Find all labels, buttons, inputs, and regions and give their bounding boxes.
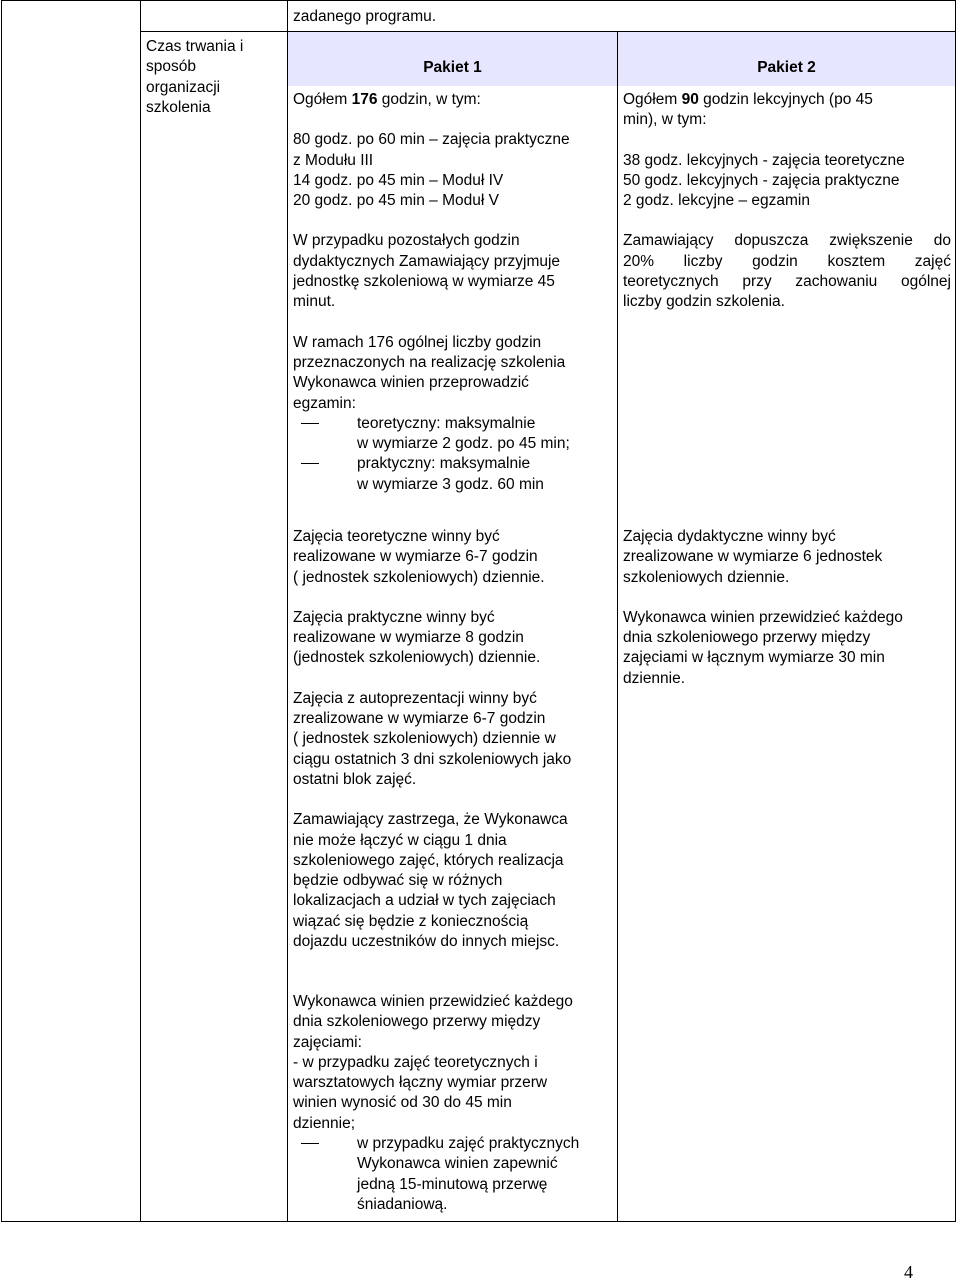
intro-line: zadanego programu.	[293, 8, 437, 25]
pakiet2-daily-content: Zajęcia dydaktyczne winny być zrealizowane w wymiarze 6 jednostek szkoleniowych dziennie. Wykonawca winien przewidzieć każdego dnia szkoleniowego przerwy między zajęciami w łącznym wymiarze 30 min dziennie.	[623, 527, 951, 689]
table-bottom-border	[1, 1221, 956, 1222]
exam-item-theory: teoretyczny: maksymalnie	[357, 414, 536, 432]
pakiet2-item: 38 godz. lekcyjnych - zajęcia teoretyczne	[623, 151, 905, 169]
pakiet1-total: Ogółem 176 godzin, w tym:	[293, 91, 481, 108]
exam-intro-text: W ramach 176 ogólnej liczby godzin	[293, 333, 542, 351]
table-right-border	[955, 0, 956, 1222]
pakiet2-item: 50 godz. lekcyjnych - zajęcia praktyczne	[623, 171, 900, 189]
column-divider-1	[140, 0, 141, 1222]
column-divider-2	[287, 0, 288, 1222]
increase-text: Zamawiający dopuszcza zwiększenie do	[623, 232, 951, 250]
module-line: 80 godz. po 60 min – zajęcia praktyczne	[293, 131, 570, 149]
pakiet1-content: Ogółem 176 godzin, w tym: 80 godz. po 60 min – zajęcia praktyczne z Modułu III 14 godz. po 45 min – Moduł IV 20 godz. po 45 min – Moduł V W przypadku pozostałych godzin dydaktycznych Zamawiający przyjmuje jednostkę szkoleniową w wymiarze 45 minut. W ramach 176 ogólnej liczby godzin przeznaczonych na realizację szkolenia Wykonawca winien przeprowadzić egzamin: teoretyczny: maksymalnie w wymiarze 2 godz. po 45 min; praktyczny: maksymalnie w wymiarze 3 godz. 60 min	[293, 90, 613, 495]
pakiet1-daily-content: Zajęcia teoretyczne winny być realizowane w wymiarze 6-7 godzin ( jednostek szkoleniowych) dziennie. Zajęcia praktyczne winny być realizowane w wymiarze 8 godzin (jednostek szkoleniowych) dziennie. Zajęcia z autoprezentacji winny być zrealizowane w wymiarze 6-7 godzin ( jednostek szkoleniowych) dziennie w ciągu ostatnich 3 dni szkoleniowych jako ostatni blok zajęć. Zamawiający zastrzega, że Wykonawca nie może łączyć w ciągu 1 dnia szkoleniowego zajęć, których realizacja będzie odbywać się w różnych lokalizacjach a udział w tych zajęciach wiązać się będzie z koniecznością dojazdu uczestników do innych miejsc.	[293, 527, 613, 952]
selfpres-daily-text: Zajęcia z autoprezentacji winny być	[293, 689, 537, 707]
pakiet1-breaks-content: Wykonawca winien przewidzieć każdego dnia szkoleniowego przerwy między zajęciami: - w przypadku zajęć teoretycznych i warsztatowych łączny wymiar przerw winien wynosić od 30 do 45 min dziennie; w przypadku zajęć praktycznych Wykonawca winien zapewnić jedną 15-minutową przerwę śniadaniową.	[293, 992, 613, 1215]
pakiet2-breaks-text: Wykonawca winien przewidzieć każdego	[623, 608, 903, 626]
module-line: 14 godz. po 45 min – Moduł IV	[293, 171, 504, 189]
column-divider-3	[617, 31, 618, 1222]
pakiet2-daily-text: Zajęcia dydaktyczne winny być	[623, 528, 836, 545]
practice-daily-text: Zajęcia praktyczne winny być	[293, 608, 495, 626]
row-label: Czas trwania i sposób organizacji szkolenia	[146, 38, 244, 116]
pakiet1-title: Pakiet 1	[423, 59, 482, 76]
pakiet2-total: Ogółem 90 godzin lekcyjnych (po 45	[623, 91, 873, 108]
page-number: 4	[904, 1262, 913, 1282]
theory-daily-text: Zajęcia teoretyczne winny być	[293, 528, 500, 545]
breaks-item-practice: w przypadku zajęć praktycznych	[357, 1135, 580, 1153]
pakiet2-title: Pakiet 2	[757, 59, 816, 76]
exam-item-practice: praktyczny: maksymalnie	[357, 455, 531, 473]
pakiet2-item: 2 godz. lekcyjne – egzamin	[623, 192, 810, 210]
table-top-border	[1, 0, 956, 1]
remaining-hours-text: W przypadku pozostałych godzin	[293, 232, 520, 250]
breaks-text: Wykonawca winien przewidzieć każdego	[293, 993, 573, 1010]
reservation-text: Zamawiający zastrzega, że Wykonawca	[293, 811, 568, 829]
pakiet2-content: Ogółem 90 godzin lekcyjnych (po 45 min), w tym: 38 godz. lekcyjnych - zajęcia teoretyczne 50 godz. lekcyjnych - zajęcia praktyczne 2 godz. lekcyjne – egzamin Zamawiający dopuszcza zwiększenie do 20% liczby godzin kosztem zajęć teoretycznych przy zachowaniu ogólnej liczby godzin szkolenia.	[623, 91, 951, 311]
module-line: z Modułu III	[293, 151, 374, 169]
module-line: 20 godz. po 45 min – Moduł V	[293, 192, 499, 210]
table-left-border	[1, 0, 2, 1222]
